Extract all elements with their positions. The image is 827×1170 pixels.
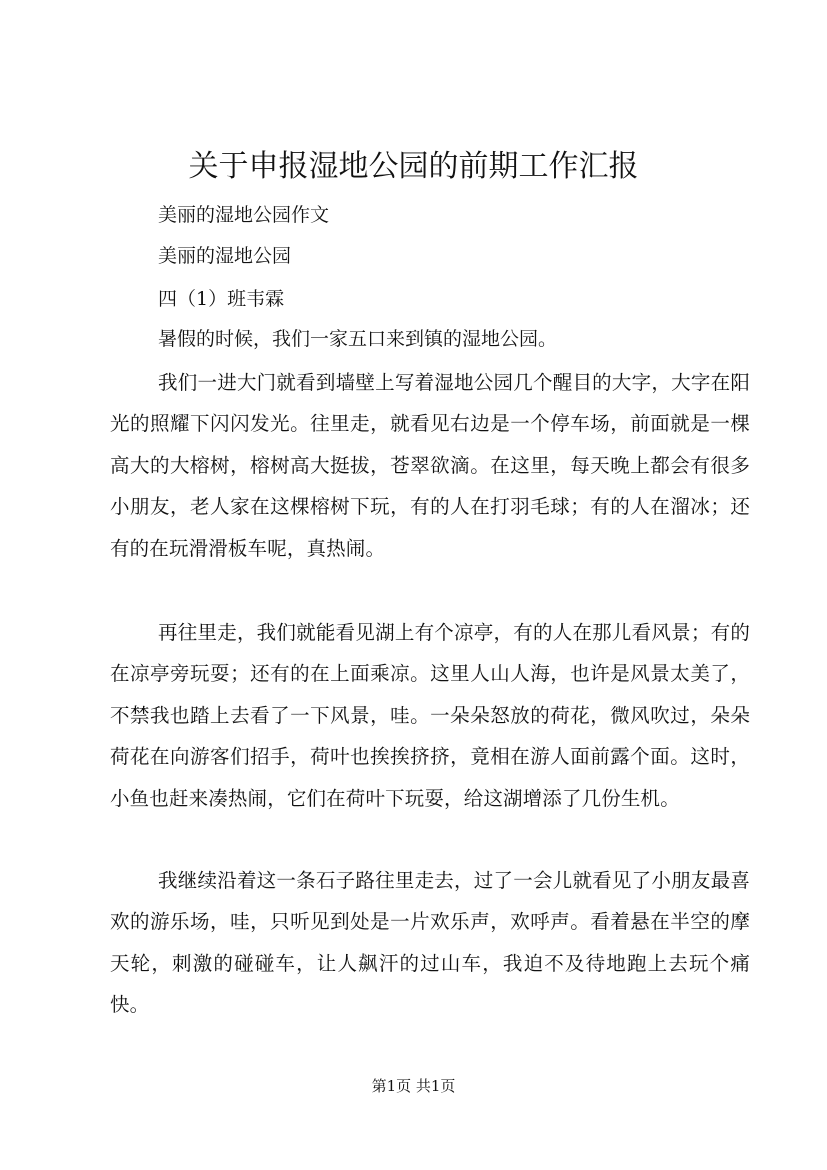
essay-title-line: 美丽的湿地公园 — [158, 245, 292, 267]
page-footer: 第1页 共1页 — [371, 1077, 456, 1095]
subtitle-line: 美丽的湿地公园作文 — [158, 204, 330, 226]
body-paragraph: 再往里走，我们就能看见湖上有个凉亭，有的人在那儿看风景；有的在凉亭旁玩耍；还有的在上面乘凉。这里人山人海，也许是风景太美了，不禁我也踏上去看了一下风景，哇。一朵朵怒放的荷花，微风吹过，朵朵荷花在向游客们招手，荷叶也挨挨挤挤，竟相在游人面前露个面。这时，小鱼也赶来凑热闹，它们在荷叶下玩耍，给这湖增添了几份生机。 — [110, 621, 750, 810]
document-title: 关于申报湿地公园的前期工作汇报 — [188, 149, 639, 184]
opening-line: 暑假的时候，我们一家五口来到镇的湿地公园。 — [158, 328, 558, 350]
author-line: 四（1）班韦霖 — [158, 288, 285, 310]
body-paragraph: 我们一进大门就看到墙壁上写着湿地公园几个醒目的大字，大字在阳光的照耀下闪闪发光。往里走，就看见右边是一个停车场，前面就是一棵高大的大榕树，榕树高大挺拔，苍翠欲滴。在这里，每天晚上都会有很多小朋友，老人家在这棵榕树下玩，有的人在打羽毛球；有的人在溜冰；还有的在玩滑滑板车呢，真热闹。 — [110, 371, 750, 560]
body-paragraph: 我继续沿着这一条石子路往里走去，过了一会儿就看见了小朋友最喜欢的游乐场，哇，只听见到处是一片欢乐声，欢呼声。看着悬在半空的摩天轮，刺激的碰碰车，让人飙汗的过山车，我迫不及待地跑上去玩个痛快。 — [110, 869, 750, 1017]
